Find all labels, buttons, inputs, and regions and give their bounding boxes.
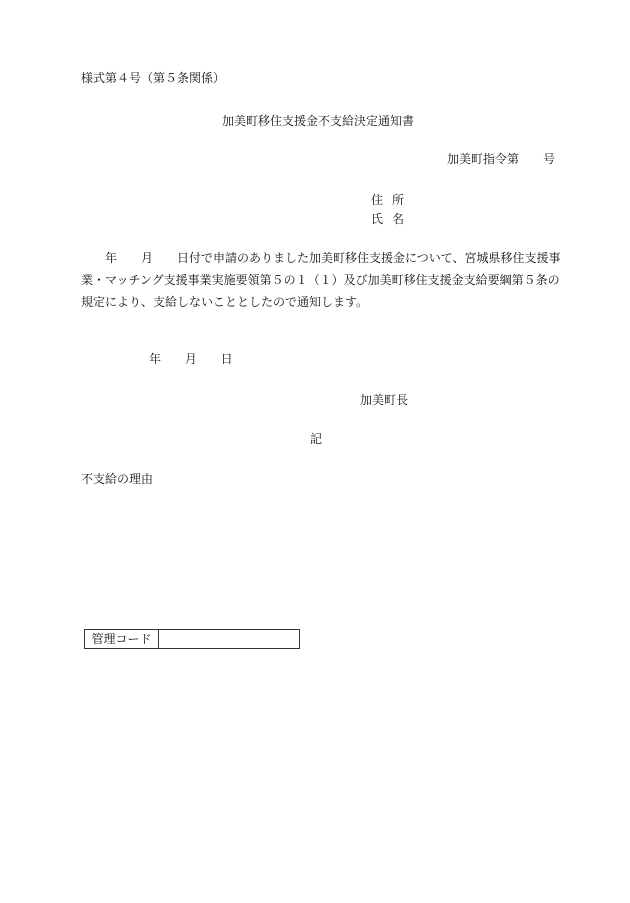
management-code-table (84, 629, 300, 649)
ki-heading: 記 (310, 432, 323, 446)
issuer-name: 加美町長 (360, 393, 409, 407)
management-code-value (159, 630, 299, 648)
document-title: 加美町移住支援金不支給決定通知書 (222, 114, 415, 128)
reference-number: 加美町指令第 号 (447, 152, 556, 166)
reason-label: 不支給の理由 (81, 472, 154, 486)
body-line: 年 月 日付で申請のありました加美町移住支援金について、宮城県移住支援事 (81, 251, 561, 265)
body-line: 規定により、支給しないこととしたので通知します。 (81, 295, 369, 309)
issue-date-line: 年 月 日 (149, 352, 233, 366)
management-code-label: 管理コード (85, 630, 159, 648)
body-line: 業・マッチング支援事業実施要領第５の１（１）及び加美町移住支援金支給要綱第５条の (81, 273, 560, 287)
form-number: 様式第４号（第５条関係） (81, 71, 226, 85)
address-label: 住所 (371, 193, 414, 207)
name-label: 氏名 (371, 212, 414, 226)
